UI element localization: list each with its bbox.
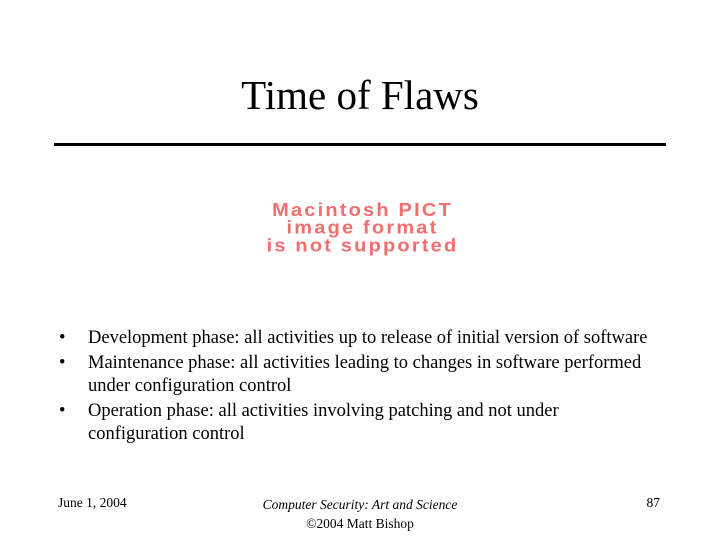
bullet-icon: • <box>59 328 66 348</box>
bullet-icon: • <box>59 401 66 421</box>
slide-title: Time of Flaws <box>241 72 479 118</box>
unsupported-image-placeholder <box>190 202 535 258</box>
bullet-text: Operation phase: all activities involving patching and not under configuration control <box>88 401 559 444</box>
footer-copyright: ©2004 Matt Bishop <box>306 516 414 531</box>
bullet-item-development <box>54 327 654 350</box>
footer-credits <box>210 495 510 533</box>
page-number: 87 <box>646 495 660 510</box>
bullet-item-maintenance <box>54 352 654 398</box>
placeholder-line-1: Macintosh PICT <box>272 200 453 221</box>
title-divider <box>54 143 666 146</box>
placeholder-line-2: image format <box>286 217 439 239</box>
bullet-text: Development phase: all activities up to release of initial version of software <box>88 328 648 348</box>
footer-date: June 1, 2004 <box>58 495 127 510</box>
placeholder-line-3: is not supported <box>266 235 459 256</box>
bullet-icon: • <box>59 353 66 373</box>
footer-course-title: Computer Security: Art and Science <box>262 497 458 512</box>
bullet-item-operation <box>54 400 654 446</box>
bullet-text: Maintenance phase: all activities leading to changes in software performed under configuration control <box>88 353 642 396</box>
bullet-list <box>54 327 654 448</box>
